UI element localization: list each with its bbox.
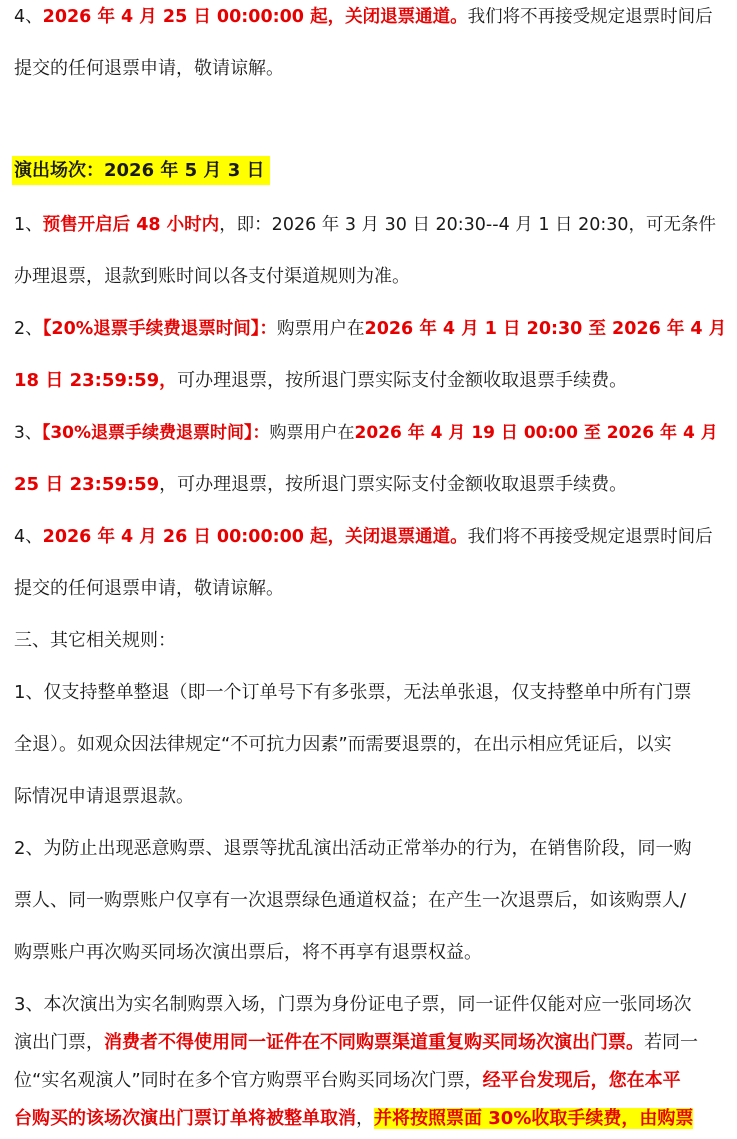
emphasis-text: 【20%退票手续费退票时间】： <box>42 319 278 339</box>
body-text: ， <box>356 1108 374 1129</box>
rule-line-continuation <box>14 732 727 758</box>
body-text: 票人、同一购票账户仅享有一次退票绿色通道权益；在产生一次退票后，如该购票人/ <box>14 890 687 911</box>
emphasis-text: 【30%退票手续费退票时间】： <box>41 423 270 443</box>
body-text: 办理退票，退款到账时间以各支付渠道规则为准。 <box>14 266 410 287</box>
show-date-heading: 演出场次：2026 年 5 月 3 日 <box>12 156 270 185</box>
rule-line-close-refund-apr26 <box>14 524 727 550</box>
body-text: 购票用户在 <box>269 423 355 443</box>
rule-line-continuation <box>14 888 727 914</box>
emphasis-text: 2026 年 4 月 25 日 00:00:00 起，关闭退票通道。 <box>42 7 468 27</box>
list-number: 4、 <box>14 527 43 547</box>
rule-line-whole-order-refund <box>14 680 727 706</box>
body-text: 演出门票， <box>14 1032 104 1053</box>
rule-line-continuation <box>14 576 727 602</box>
body-text: 我们将不再接受规定退票时间后 <box>467 7 713 27</box>
rule-line-continuation <box>14 264 727 290</box>
body-text: 3、本次演出为实名制购票入场，门票为身份证电子票，同一证件仅能对应一张同场次 <box>14 994 692 1015</box>
emphasis-text: 25 日 23:59:59 <box>14 474 160 495</box>
rule-line-continuation <box>14 472 727 498</box>
body-text: 位“实名观演人”同时在多个官方购票平台购买同场次门票， <box>14 1070 483 1091</box>
body-text: 2、为防止出现恶意购票、退票等扰乱演出活动正常举办的行为，在销售阶段，同一购 <box>14 838 692 859</box>
body-text: 提交的任何退票申请，敬请谅解。 <box>14 58 284 79</box>
emphasis-text: 2026 年 4 月 1 日 20:30 至 2026 年 4 月 <box>364 319 727 339</box>
rule-line-continuation <box>14 784 727 810</box>
rule-line-continuation <box>14 368 727 394</box>
body-text: 若同一 <box>644 1032 698 1053</box>
emphasis-text: 2026 年 4 月 26 日 00:00:00 起，关闭退票通道。 <box>42 527 468 547</box>
other-rules-heading: 三、其它相关规则： <box>14 630 176 651</box>
body-text: 1、仅支持整单整退（即一个订单号下有多张票，无法单张退，仅支持整单中所有门票 <box>14 682 692 703</box>
rule-line-20pct-fee <box>14 316 727 342</box>
list-number: 2、 <box>14 319 43 339</box>
body-text: 提交的任何退票申请，敬请谅解。 <box>14 578 284 599</box>
rule-line-continuation <box>14 56 727 82</box>
emphasis-text: 2026 年 4 月 19 日 00:00 至 2026 年 4 月 <box>354 423 718 443</box>
body-text: ，可办理退票，按所退门票实际支付金额收取退票手续费。 <box>159 474 628 495</box>
emphasis-text: 台购买的该场次演出门票订单将被整单取消 <box>14 1108 356 1129</box>
body-text: 可办理退票，按所退门票实际支付金额收取退票手续费。 <box>177 370 628 391</box>
body-text: 全退）。如观众因法律规定“不可抗力因素”而需要退票的，在出示相应凭证后，以实 <box>14 734 672 755</box>
highlighted-emphasis-text: 并将按照票面 30%收取手续费，由购票 <box>374 1108 694 1129</box>
body-text: 际情况申请退票退款。 <box>14 786 194 807</box>
rule-line-anti-scalping <box>14 836 727 862</box>
emphasis-text: 预售开启后 48 小时内 <box>42 215 220 235</box>
emphasis-text: 经平台发现后，您在本平 <box>482 1070 681 1091</box>
list-number: 3、 <box>14 423 42 443</box>
section-heading-other-rules <box>14 628 727 654</box>
rule-line-continuation <box>14 940 727 966</box>
rule-line-presale-48h <box>14 212 727 238</box>
list-number: 1、 <box>14 215 43 235</box>
emphasis-text: 18 日 23:59:59， <box>14 370 178 391</box>
rule-line-30pct-fee <box>14 420 727 446</box>
rule-line-continuation <box>14 1068 727 1094</box>
body-text: ，即：2026 年 3 月 30 日 20:30--4 月 1 日 20:30，可无条件 <box>219 215 717 235</box>
body-text: 购票用户在 <box>277 319 365 339</box>
rule-line-continuation <box>14 1030 727 1056</box>
body-text: 购票账户再次购买同场次演出票后，将不再享有退票权益。 <box>14 942 482 963</box>
rule-line-continuation <box>14 1106 727 1132</box>
rule-line-close-refund-apr25 <box>14 4 727 30</box>
body-text: 我们将不再接受规定退票时间后 <box>467 527 713 547</box>
list-number: 4、 <box>14 7 43 27</box>
emphasis-text: 消费者不得使用同一证件在不同购票渠道重复购买同场次演出门票。 <box>104 1032 644 1053</box>
rule-line-real-name-ticketing <box>14 992 727 1018</box>
section-heading-show-date <box>14 158 727 184</box>
